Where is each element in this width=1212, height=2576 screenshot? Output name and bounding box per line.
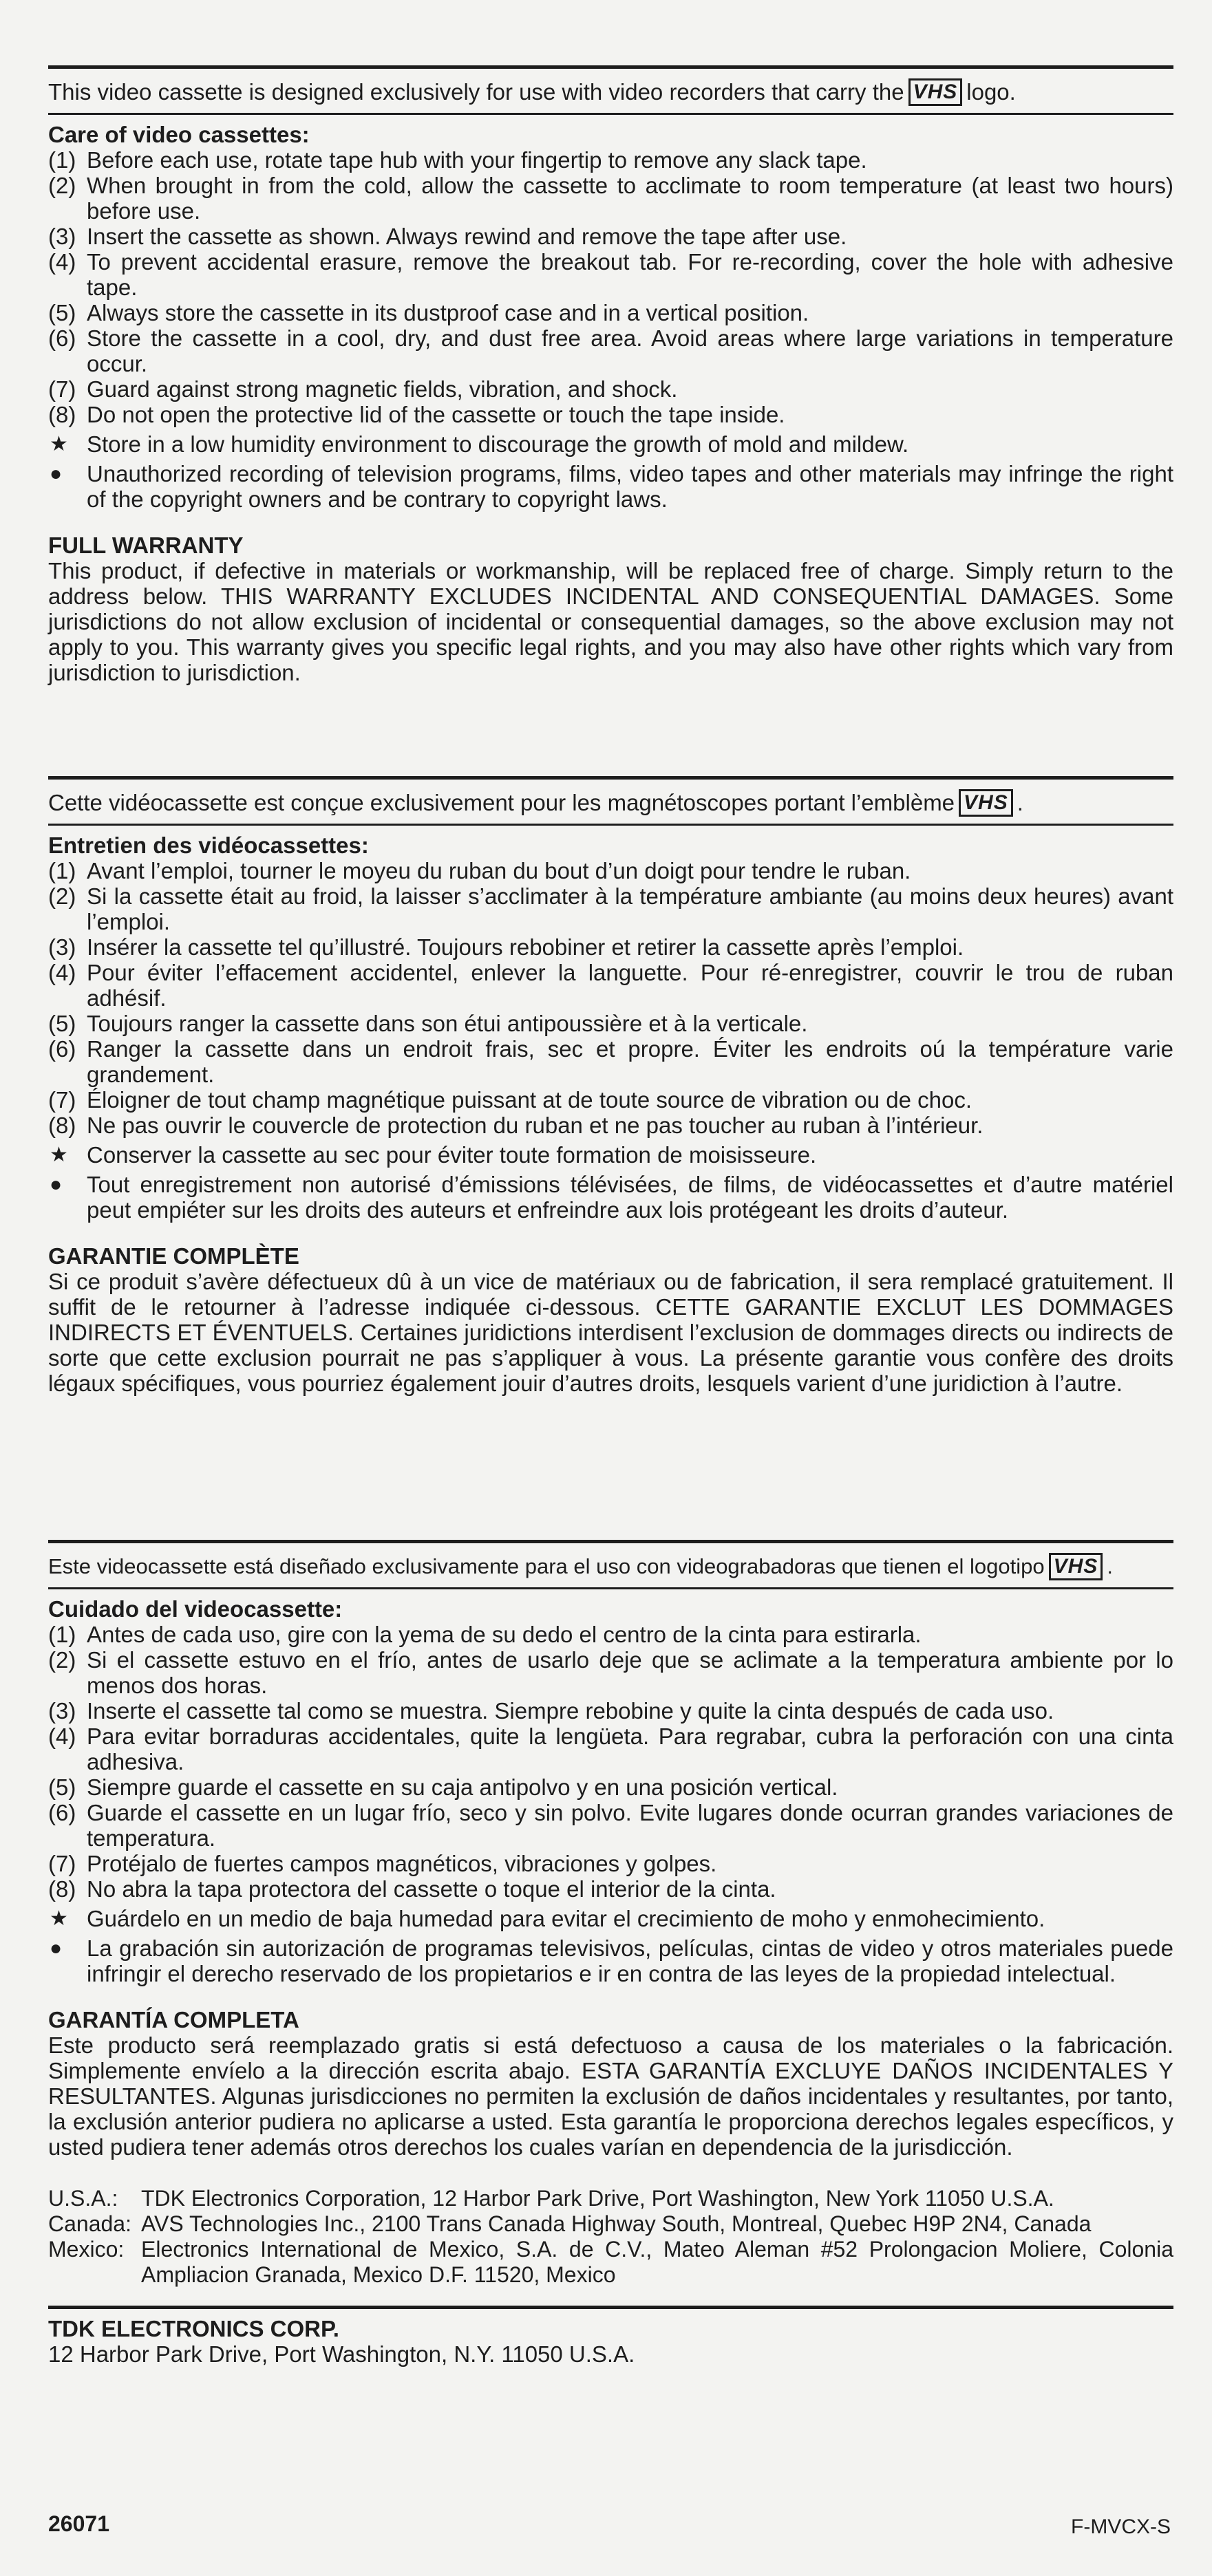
warranty-heading: FULL WARRANTY [48,533,244,558]
address-list [48,2186,1173,2288]
list-item [48,1876,1173,1902]
intro-suffix: logo. [966,79,1016,105]
address-text: AVS Technologies Inc., 2100 Trans Canada Highway South, Montreal, Quebec H9P 2N4, Canada [141,2211,1092,2236]
address-country: Canada: [48,2211,131,2236]
intro-suffix: . [1017,790,1023,815]
list-item [48,173,1173,224]
address-country: U.S.A.: [48,2186,118,2211]
warranty-text: Si ce produit s’avère défectueux dû à un vice de matériaux ou de fabrication, il sera remplacé gratuitement. Il suffit de le retourner à l’adresse indiquée ci-dessous. CETTE GARANTIE EXCLUT LES DOMMAGES INDIRECTS ET ÉVENTUELS. Certaines juridictions interdisent l’exclusion de dommages directs ou indirects de sorte que cette exclusion pourrait ne pas s’appliquer à vous. La présente garantie vous confère des droits légaux spécifiques, vous pourriez également jouir d’autres droits, lesquels varient d’une juridiction à l’autre. [48,1269,1173,1396]
french-section [48,776,1173,1396]
item-number: (6) [48,1800,76,1825]
list-item [48,376,1173,402]
divider [48,113,1173,115]
item-number: (3) [48,1698,76,1724]
care-heading: Care of video cassettes: [48,122,310,147]
item-number: (5) [48,1011,76,1036]
item-text: Siempre guarde el cassette en su caja antipolvo y en una posición vertical. [87,1774,838,1800]
item-number: (7) [48,1851,76,1876]
address-row [48,2186,1173,2211]
list-item [48,147,1173,173]
list-item [48,224,1173,249]
list-item [48,1774,1173,1800]
item-number: (3) [48,934,76,960]
address-row [48,2237,1173,2288]
item-text: When brought in from the cold, allow the cassette to acclimate to room temperature (at least two hours) before use. [87,173,1173,224]
star-note [48,431,1173,457]
item-number: (5) [48,1774,76,1800]
list-item [48,325,1173,376]
item-number: (2) [48,173,76,198]
item-number: (7) [48,1087,76,1113]
item-number: (7) [48,376,76,402]
bullet-icon: ● [50,1937,63,1960]
item-number: (1) [48,858,76,883]
company-address: 12 Harbor Park Drive, Port Washington, N.Y. 11050 U.S.A. [48,2341,635,2367]
vhs-logo: VHS [908,78,963,106]
item-number: (6) [48,1036,76,1062]
intro-suffix: . [1107,1554,1113,1578]
spanish-section [48,1540,1173,2367]
item-text: Pour éviter l’effacement accidentel, enlever la languette. Pour ré-enregistrer, couvrir le trou de ruban adhésif. [87,960,1173,1011]
item-text: Guarde el cassette en un lugar frío, seco y sin polvo. Evite lugares donde ocurran grandes variaciones de temperatura. [87,1800,1173,1851]
item-text: Inserte el cassette tal como se muestra. Siempre rebobine y quite la cinta después de cada uso. [87,1698,1054,1724]
intro-line [48,69,1173,113]
item-number: (8) [48,402,76,427]
list-item [48,300,1173,325]
item-number: (2) [48,883,76,909]
item-text: No abra la tapa protectora del cassette o toque el interior de la cinta. [87,1876,776,1902]
item-text: Protéjalo de fuertes campos magnéticos, vibraciones y golpes. [87,1851,717,1876]
note-text: La grabación sin autorización de programas televisivos, películas, cintas de video y otros materiales puede infringir el derecho reservado de los propietarios e ir en contra de las leyes de la propiedad intelectual. [87,1935,1173,1986]
address-row [48,2211,1173,2237]
list-item [48,1724,1173,1774]
dot-note [48,461,1173,512]
note-text: Unauthorized recording of television programs, films, video tapes and other materials may infringe the right of the copyright owners and be contrary to copyright laws. [87,461,1173,512]
divider [48,824,1173,826]
list-item [48,858,1173,883]
intro-text: Cette vidéocassette est conçue exclusivement pour les magnétoscopes portant l’emblème [48,790,955,815]
care-list [48,858,1173,1138]
list-item [48,249,1173,300]
item-number: (1) [48,1622,76,1647]
item-text: Ne pas ouvrir le couvercle de protection du ruban et ne pas toucher au ruban à l’intérieur. [87,1113,984,1138]
list-item [48,1622,1173,1647]
item-text: Store the cassette in a cool, dry, and dust free area. Avoid areas where large variations in temperature occur. [87,325,1173,376]
note-text: Conserver la cassette au sec pour éviter toute formation de moisisseure. [87,1142,817,1168]
item-text: Always store the cassette in its dustproof case and in a vertical position. [87,300,809,325]
divider [48,1587,1173,1589]
item-number: (8) [48,1113,76,1138]
item-text: Si la cassette était au froid, la laisser s’acclimater à la température ambiante (au moins deux heures) avant l’emploi. [87,883,1173,934]
star-note [48,1906,1173,1931]
star-icon: ★ [50,1144,68,1166]
list-item [48,1698,1173,1724]
note-text: Guárdelo en un medio de baja humedad para evitar el crecimiento de moho y enmohecimiento. [87,1906,1045,1931]
note-text: Tout enregistrement non autorisé d’émissions télévisées, de films, de vidéocassettes et d’autre matériel peut empiéter sur les droits des auteurs et enfreindre aux lois protégeant les droits d’auteur. [87,1172,1173,1223]
item-text: Ranger la cassette dans un endroit frais, sec et propre. Éviter les endroits oú la température varie grandement. [87,1036,1173,1087]
list-item [48,1851,1173,1876]
list-item [48,1011,1173,1036]
bullet-icon: ● [50,1173,63,1196]
warranty-heading: GARANTIE COMPLÈTE [48,1243,299,1269]
list-item [48,402,1173,427]
item-text: Antes de cada uso, gire con la yema de su dedo el centro de la cinta para estirarla. [87,1622,922,1647]
item-number: (8) [48,1876,76,1902]
item-number: (4) [48,960,76,985]
warranty-heading: GARANTÍA COMPLETA [48,2007,299,2032]
item-text: Toujours ranger la cassette dans son étui antipoussière et à la verticale. [87,1011,808,1036]
list-item [48,960,1173,1011]
care-heading: Cuidado del videocassette: [48,1596,343,1622]
item-number: (1) [48,147,76,173]
star-icon: ★ [50,1907,68,1930]
intro-line [48,1543,1173,1587]
item-text: Before each use, rotate tape hub with your fingertip to remove any slack tape. [87,147,867,173]
list-item [48,883,1173,934]
list-item [48,1087,1173,1113]
list-item [48,1113,1173,1138]
item-number: (4) [48,249,76,275]
english-section [48,65,1173,685]
intro-text: This video cassette is designed exclusively for use with video recorders that carry the [48,79,904,105]
list-item [48,1800,1173,1851]
star-icon: ★ [50,433,68,455]
address-country: Mexico: [48,2237,125,2262]
form-code: F-MVCX-S [1071,2515,1171,2538]
item-text: Guard against strong magnetic fields, vibration, and shock. [87,376,678,402]
care-list [48,1622,1173,1902]
document-code: 26071 [48,2511,109,2536]
warranty-text: Este producto será reemplazado gratis si está defectuoso a causa de los materiales o la fabricación. Simplemente envíelo a la dirección escrita abajo. ESTA GARANTÍA EXCLUYE DAÑOS INCIDENTALES Y RESULTANTES. Algunas jurisdicciones no permiten la exclusión de daños incidentales y resultantes, por tanto, la exclusión anterior pudiera no aplicarse a usted. Esta garantía le proporciona derechos legales específicos, y usted pudiera tener además otros derechos los cuales varían en dependencia de la jurisdicción. [48,2032,1173,2160]
item-number: (3) [48,224,76,249]
care-heading: Entretien des vidéocassettes: [48,833,369,858]
item-number: (2) [48,1647,76,1673]
item-number: (4) [48,1724,76,1749]
item-number: (5) [48,300,76,325]
address-text: Electronics International de Mexico, S.A. de C.V., Mateo Aleman #52 Prolongacion Moliere, Colonia Ampliacion Granada, Mexico D.F. 11520, Mexico [141,2237,1173,2287]
vhs-logo: VHS [1049,1553,1103,1580]
list-item [48,1647,1173,1698]
item-number: (6) [48,325,76,351]
item-text: Si el cassette estuvo en el frío, antes de usarlo deje que se aclimate a la temperatura ambiente por lo menos dos horas. [87,1647,1173,1698]
item-text: To prevent accidental erasure, remove the breakout tab. For re-recording, cover the hole with adhesive tape. [87,249,1173,300]
item-text: Do not open the protective lid of the cassette or touch the tape inside. [87,402,785,427]
item-text: Insérer la cassette tel qu’illustré. Toujours rebobiner et retirer la cassette après l’emploi. [87,934,964,960]
dot-note [48,1172,1173,1223]
list-item [48,1036,1173,1087]
item-text: Insert the cassette as shown. Always rewind and remove the tape after use. [87,224,847,249]
item-text: Para evitar borraduras accidentales, quite la lengüeta. Para regrabar, cubra la perforación con una cinta adhesiva. [87,1724,1173,1774]
warranty-text: This product, if defective in materials or workmanship, will be replaced free of charge. Simply return to the address below. THIS WARRANTY EXCLUDES INCIDENTAL AND CONSEQUENTIAL DAMAGES. Some jurisdictions do not allow exclusion of incidental or consequential damages, so the above exclusion may not apply to you. This warranty gives you specific legal rights, and you may also have other rights which vary from jurisdiction to jurisdiction. [48,558,1173,685]
list-item [48,934,1173,960]
note-text: Store in a low humidity environment to discourage the growth of mold and mildew. [87,431,909,457]
address-text: TDK Electronics Corporation, 12 Harbor Park Drive, Port Washington, New York 11050 U.S.A. [141,2186,1054,2211]
intro-text: Este videocassette está diseñado exclusivamente para el uso con videograbadoras que tienen el logotipo [48,1554,1045,1578]
care-list [48,147,1173,427]
dot-note [48,1935,1173,1986]
vhs-logo: VHS [959,789,1013,817]
star-note [48,1142,1173,1168]
company-name: TDK ELECTRONICS CORP. [48,2316,339,2341]
intro-line [48,780,1173,824]
bullet-icon: ● [50,462,63,485]
item-text: Éloigner de tout champ magnétique puissant at de toute source de vibration ou de choc. [87,1087,972,1113]
item-text: Avant l’emploi, tourner le moyeu du ruban du bout d’un doigt pour tendre le ruban. [87,858,911,883]
